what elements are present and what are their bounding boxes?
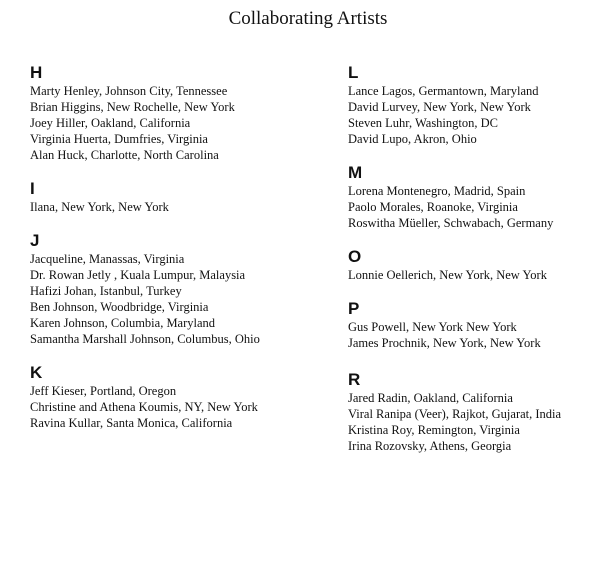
artist-list: [348, 267, 606, 283]
artist-entry: Irina Rozovsky, Athens, Georgia: [348, 439, 512, 453]
right-column: [348, 47, 606, 454]
artist-list: [348, 83, 606, 147]
artist-entry: Christine and Athena Koumis, NY, New York: [30, 400, 258, 414]
artist-entry: Ilana, New York, New York: [30, 200, 169, 214]
artist-entry: Dr. Rowan Jetly , Kuala Lumpur, Malaysia: [30, 268, 246, 282]
artist-list: [348, 183, 606, 231]
artist-entry: Jacqueline, Manassas, Virginia: [30, 252, 185, 266]
artist-entry: Lonnie Oellerich, New York, New York: [348, 268, 547, 282]
artist-entry: Roswitha Müeller, Schwabach, Germany: [348, 216, 554, 230]
artist-entry: Lance Lagos, Germantown, Maryland: [348, 84, 539, 98]
section-l: [348, 63, 606, 147]
artist-entry: Viral Ranipa (Veer), Rajkot, Gujarat, India: [348, 407, 562, 421]
artist-list: [348, 319, 606, 351]
section-o: [348, 247, 606, 283]
artist-list: [30, 383, 330, 431]
artist-entry: Jeff Kieser, Portland, Oregon: [30, 384, 177, 398]
section-p: [348, 299, 606, 351]
artist-entry: Paolo Morales, Roanoke, Virginia: [348, 200, 518, 214]
section-letter: M: [348, 163, 363, 182]
section-letter: P: [348, 299, 360, 318]
section-i: [30, 179, 330, 215]
artist-entry: Joey Hiller, Oakland, California: [30, 116, 191, 130]
artist-list: [30, 83, 330, 163]
artist-entry: David Lupo, Akron, Ohio: [348, 132, 477, 146]
artist-list: [30, 199, 330, 215]
left-column: [30, 47, 330, 431]
artist-entry: Ben Johnson, Woodbridge, Virginia: [30, 300, 209, 314]
artist-entry: Gus Powell, New York New York: [348, 320, 517, 334]
artist-list: [30, 251, 330, 347]
section-h: [30, 63, 330, 163]
section-letter: R: [348, 370, 361, 389]
section-letter: O: [348, 247, 362, 266]
artist-list: [348, 390, 606, 454]
section-j: [30, 231, 330, 347]
section-letter: K: [30, 363, 43, 382]
section-m: [348, 163, 606, 231]
artist-entry: Steven Luhr, Washington, DC: [348, 116, 498, 130]
artist-entry: Brian Higgins, New Rochelle, New York: [30, 100, 235, 114]
section-letter: I: [30, 179, 35, 198]
section-letter: L: [348, 63, 359, 82]
artist-entry: Karen Johnson, Columbia, Maryland: [30, 316, 216, 330]
artist-entry: Kristina Roy, Remington, Virginia: [348, 423, 520, 437]
artist-entry: Hafizi Johan, Istanbul, Turkey: [30, 284, 182, 298]
section-r: [348, 370, 606, 454]
artist-entry: Ravina Kullar, Santa Monica, California: [30, 416, 233, 430]
artist-entry: James Prochnik, New York, New York: [348, 336, 541, 350]
page-title: Collaborating Artists: [228, 8, 388, 29]
section-letter: H: [30, 63, 43, 82]
section-k: [30, 363, 330, 431]
artist-entry: Samantha Marshall Johnson, Columbus, Ohio: [30, 332, 260, 346]
artist-entry: Alan Huck, Charlotte, North Carolina: [30, 148, 219, 162]
artist-entry: Marty Henley, Johnson City, Tennessee: [30, 84, 228, 98]
artist-entry: Jared Radin, Oakland, California: [348, 391, 513, 405]
artist-entry: David Lurvey, New York, New York: [348, 100, 531, 114]
artist-entry: Virginia Huerta, Dumfries, Virginia: [30, 132, 208, 146]
artist-entry: Lorena Montenegro, Madrid, Spain: [348, 184, 526, 198]
section-letter: J: [30, 231, 40, 250]
